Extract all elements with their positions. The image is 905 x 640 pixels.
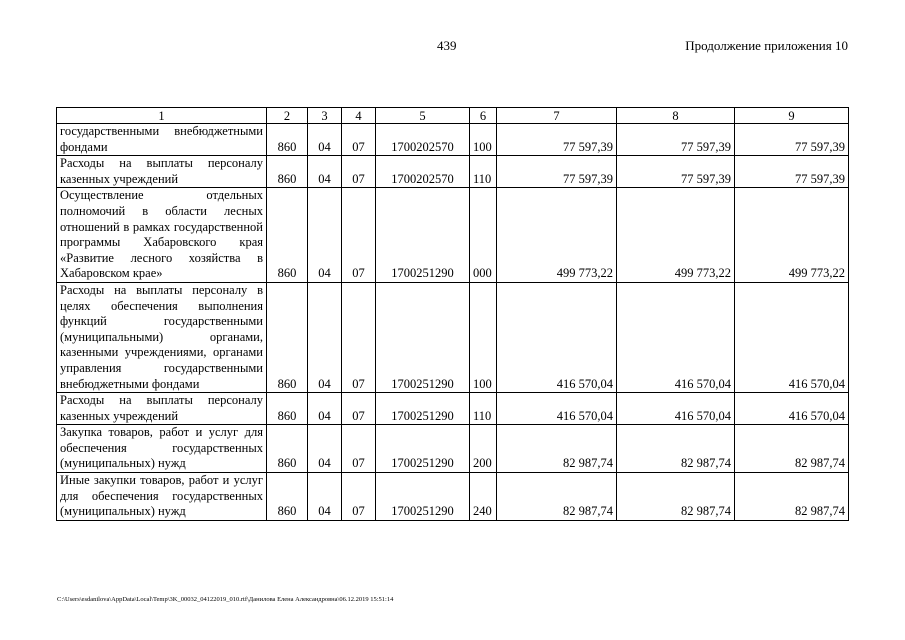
amount-col9: 499 773,22 (735, 188, 849, 283)
section-code: 04 (308, 473, 342, 521)
expense-type-code: 200 (470, 425, 497, 473)
ministry-code: 860 (267, 156, 308, 188)
expense-name: Осуществление отдельных полномочий в области лесных отношений в рамках государственной программы Хабаровского края «Развитие лесного хозяйства в Хабаровском крае» (57, 188, 267, 283)
section-code: 04 (308, 124, 342, 156)
ministry-code: 860 (267, 124, 308, 156)
subsection-code: 07 (342, 188, 376, 283)
amount-col7: 82 987,74 (497, 425, 617, 473)
ministry-code: 860 (267, 425, 308, 473)
amount-col8: 416 570,04 (617, 282, 735, 392)
expense-type-code: 100 (470, 124, 497, 156)
target-article-code: 1700202570 (376, 124, 470, 156)
amount-col8: 82 987,74 (617, 425, 735, 473)
amount-col7: 416 570,04 (497, 393, 617, 425)
amount-col7: 82 987,74 (497, 473, 617, 521)
section-code: 04 (308, 282, 342, 392)
column-header: 7 (497, 108, 617, 124)
budget-table (56, 107, 849, 521)
amount-col8: 77 597,39 (617, 156, 735, 188)
column-header: 8 (617, 108, 735, 124)
subsection-code: 07 (342, 124, 376, 156)
page-number: 439 (437, 38, 457, 53)
amount-col8: 499 773,22 (617, 188, 735, 283)
amount-col9: 82 987,74 (735, 425, 849, 473)
subsection-code: 07 (342, 473, 376, 521)
table-row (57, 156, 849, 188)
expense-name: Расходы на выплаты персоналу казенных учреждений (57, 156, 267, 188)
table-row (57, 473, 849, 521)
amount-col9: 77 597,39 (735, 156, 849, 188)
expense-name: государственными внебюджетными фондами (57, 124, 267, 156)
expense-name: Иные закупки товаров, работ и услуг для обеспечения государственных (муниципальных) нужд (57, 473, 267, 521)
column-header: 5 (376, 108, 470, 124)
target-article-code: 1700251290 (376, 393, 470, 425)
section-code: 04 (308, 156, 342, 188)
amount-col7: 77 597,39 (497, 156, 617, 188)
ministry-code: 860 (267, 282, 308, 392)
expense-type-code: 100 (470, 282, 497, 392)
target-article-code: 1700251290 (376, 188, 470, 283)
table-row (57, 124, 849, 156)
expense-type-code: 240 (470, 473, 497, 521)
appendix-continuation-note: Продолжение приложения 10 (685, 38, 848, 53)
ministry-code: 860 (267, 188, 308, 283)
expense-name: Расходы на выплаты персоналу в целях обеспечения выполнения функций государственными (муниципальными) органами, казенными учреждениями, органами управления государственными внебюджетными фондами (57, 282, 267, 392)
expense-type-code: 000 (470, 188, 497, 283)
section-code: 04 (308, 393, 342, 425)
amount-col7: 77 597,39 (497, 124, 617, 156)
column-header: 2 (267, 108, 308, 124)
target-article-code: 1700251290 (376, 282, 470, 392)
expense-name: Расходы на выплаты персоналу казенных учреждений (57, 393, 267, 425)
amount-col9: 416 570,04 (735, 393, 849, 425)
expense-type-code: 110 (470, 393, 497, 425)
table-row (57, 188, 849, 283)
amount-col7: 416 570,04 (497, 282, 617, 392)
subsection-code: 07 (342, 282, 376, 392)
amount-col9: 77 597,39 (735, 124, 849, 156)
column-header: 6 (470, 108, 497, 124)
column-header: 9 (735, 108, 849, 124)
document-path-footer: C:\Users\esdanilova\AppData\Local\Temp\3K_00032_04122019_010.rtf\Данилова Елена Александровна\06.12.2019 15:51:14 (57, 596, 394, 603)
column-header: 3 (308, 108, 342, 124)
ministry-code: 860 (267, 393, 308, 425)
amount-col9: 82 987,74 (735, 473, 849, 521)
subsection-code: 07 (342, 425, 376, 473)
amount-col8: 82 987,74 (617, 473, 735, 521)
ministry-code: 860 (267, 473, 308, 521)
table-row (57, 393, 849, 425)
amount-col8: 77 597,39 (617, 124, 735, 156)
target-article-code: 1700251290 (376, 473, 470, 521)
column-header: 1 (57, 108, 267, 124)
amount-col8: 416 570,04 (617, 393, 735, 425)
table-row (57, 425, 849, 473)
amount-col9: 416 570,04 (735, 282, 849, 392)
target-article-code: 1700251290 (376, 425, 470, 473)
subsection-code: 07 (342, 393, 376, 425)
table-header-row (57, 108, 849, 124)
table-row (57, 282, 849, 392)
amount-col7: 499 773,22 (497, 188, 617, 283)
section-code: 04 (308, 425, 342, 473)
target-article-code: 1700202570 (376, 156, 470, 188)
expense-name: Закупка товаров, работ и услуг для обеспечения государственных (муниципальных) нужд (57, 425, 267, 473)
column-header: 4 (342, 108, 376, 124)
section-code: 04 (308, 188, 342, 283)
subsection-code: 07 (342, 156, 376, 188)
expense-type-code: 110 (470, 156, 497, 188)
